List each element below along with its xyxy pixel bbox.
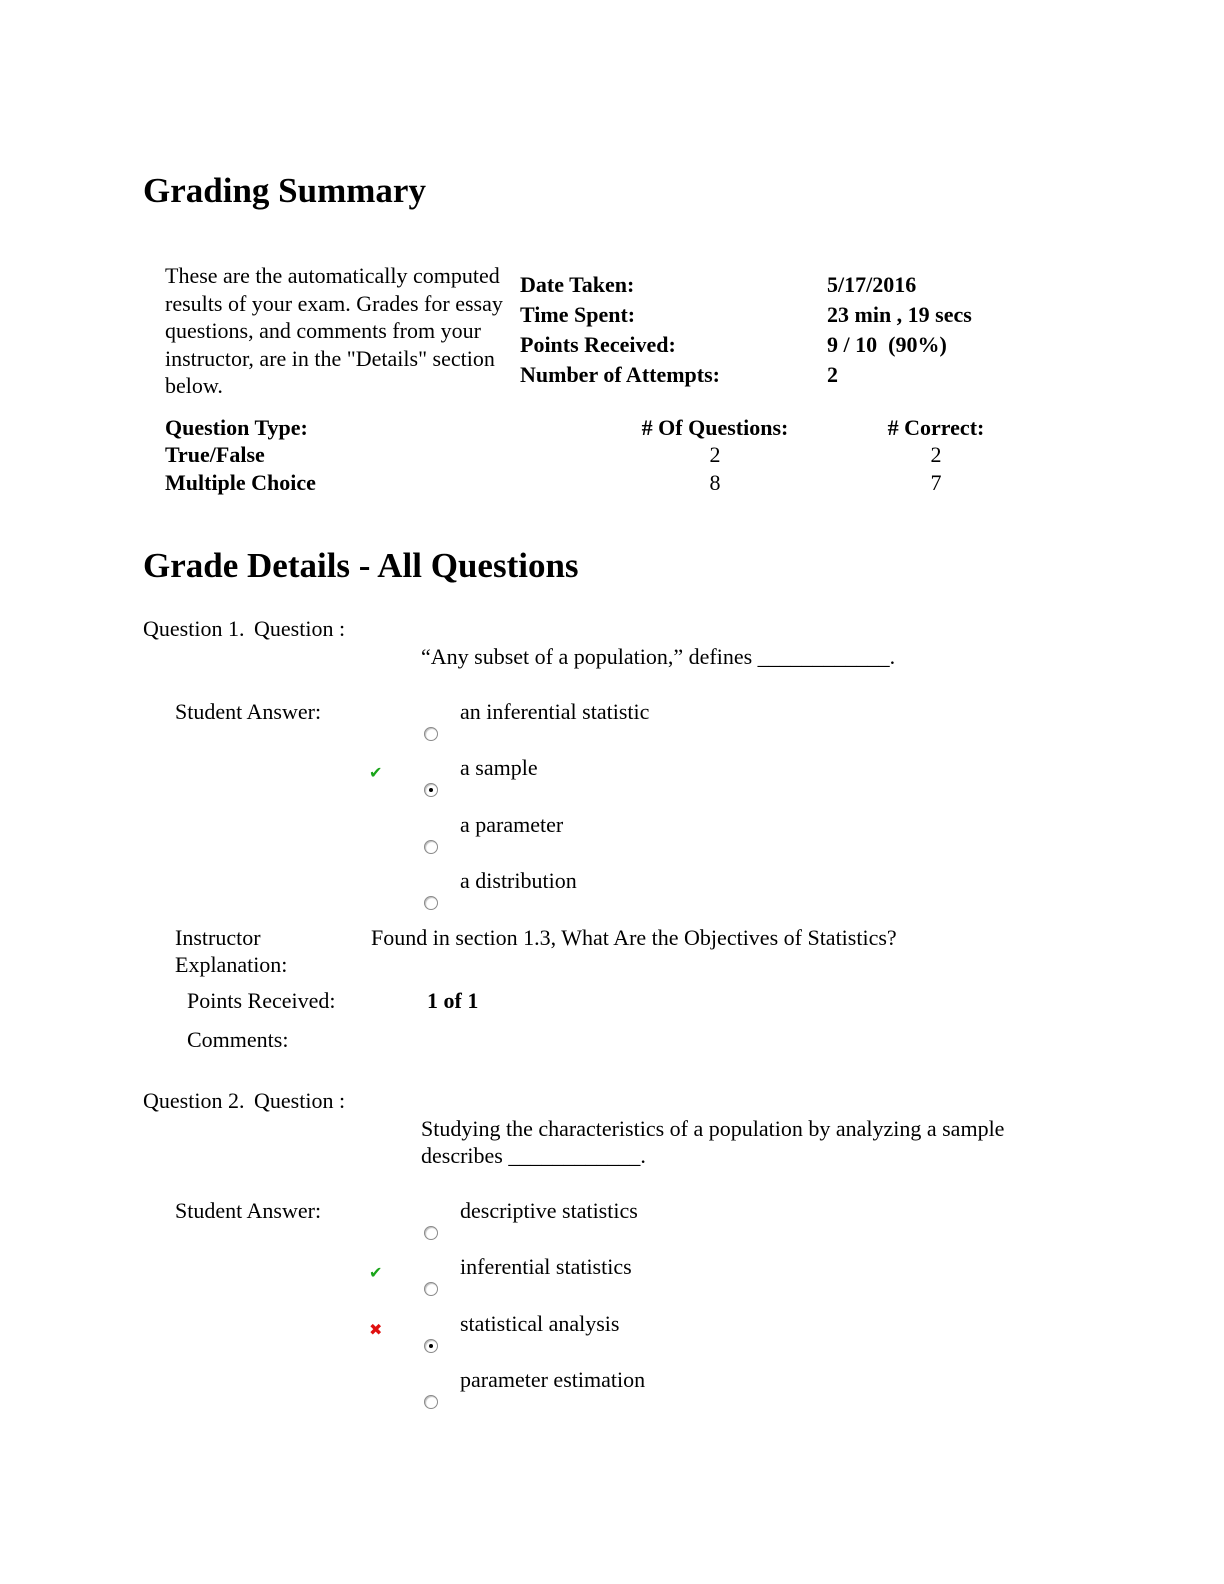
x-mark-icon: ✖ bbox=[369, 1320, 383, 1339]
time-spent-label: Time Spent: bbox=[520, 302, 636, 327]
grade-details-title: Grade Details - All Questions bbox=[143, 546, 579, 585]
question-text: Studying the characteristics of a population by analyzing a sample describes ____________. bbox=[421, 1116, 1005, 1168]
table-row-type: Multiple Choice bbox=[165, 470, 316, 495]
answer-radio[interactable] bbox=[424, 1226, 438, 1240]
attempts-value: 2 bbox=[827, 362, 838, 387]
table-row-correct: 2 bbox=[930, 442, 942, 467]
table-row-type: True/False bbox=[165, 442, 265, 467]
answer-option-label: a parameter bbox=[460, 812, 564, 837]
points-received-label: Points Received: bbox=[187, 988, 336, 1013]
table-header-correct: # Correct: bbox=[887, 415, 985, 440]
answer-radio-selected[interactable] bbox=[424, 783, 438, 797]
table-row-count: 8 bbox=[709, 470, 721, 495]
answer-radio-selected[interactable] bbox=[424, 1339, 438, 1353]
instructor-explanation-label: Explanation: bbox=[175, 952, 288, 977]
summary-intro-text: These are the automatically computed results of your exam. Grades for essay questions, and comments from your instructor, are in the "Details" section below. bbox=[165, 263, 503, 398]
answer-option-label: descriptive statistics bbox=[460, 1198, 638, 1223]
table-row-count: 2 bbox=[709, 442, 721, 467]
answer-option-label: a distribution bbox=[460, 868, 577, 893]
time-spent-value: 23 min , 19 secs bbox=[827, 302, 972, 327]
answer-radio[interactable] bbox=[424, 840, 438, 854]
answer-radio[interactable] bbox=[424, 727, 438, 741]
answer-radio[interactable] bbox=[424, 1395, 438, 1409]
table-header-count: # Of Questions: bbox=[641, 415, 789, 440]
answer-option-label: inferential statistics bbox=[460, 1254, 632, 1279]
answer-option-label: a sample bbox=[460, 755, 538, 780]
date-taken-value: 5/17/2016 bbox=[827, 272, 917, 297]
points-received-value: 1 of 1 bbox=[427, 988, 479, 1013]
grading-summary-title: Grading Summary bbox=[143, 171, 426, 210]
student-answer-label: Student Answer: bbox=[175, 1198, 322, 1223]
question-number: Question 2. bbox=[143, 1088, 245, 1113]
question-label: Question : bbox=[254, 1088, 346, 1113]
instructor-explanation-text: Found in section 1.3, What Are the Objectives of Statistics? bbox=[371, 925, 897, 950]
attempts-label: Number of Attempts: bbox=[520, 362, 721, 387]
student-answer-label: Student Answer: bbox=[175, 699, 322, 724]
checkmark-icon: ✔ bbox=[369, 1263, 383, 1282]
answer-radio[interactable] bbox=[424, 1282, 438, 1296]
comments-label: Comments: bbox=[187, 1027, 289, 1052]
points-received-value: 9 / 10 (90%) bbox=[827, 332, 947, 357]
question-number: Question 1. bbox=[143, 616, 245, 641]
date-taken-label: Date Taken: bbox=[520, 272, 635, 297]
checkmark-icon: ✔ bbox=[369, 763, 383, 782]
table-header-type: Question Type: bbox=[165, 415, 308, 440]
answer-radio[interactable] bbox=[424, 896, 438, 910]
answer-option-label: parameter estimation bbox=[460, 1367, 646, 1392]
points-received-label: Points Received: bbox=[520, 332, 676, 357]
instructor-explanation-label: Instructor bbox=[175, 925, 261, 950]
question-label: Question : bbox=[254, 616, 346, 641]
table-row-correct: 7 bbox=[930, 470, 942, 495]
answer-option-label: an inferential statistic bbox=[460, 699, 650, 724]
question-text: “Any subset of a population,” defines ____________. bbox=[421, 644, 896, 669]
answer-option-label: statistical analysis bbox=[460, 1311, 620, 1336]
